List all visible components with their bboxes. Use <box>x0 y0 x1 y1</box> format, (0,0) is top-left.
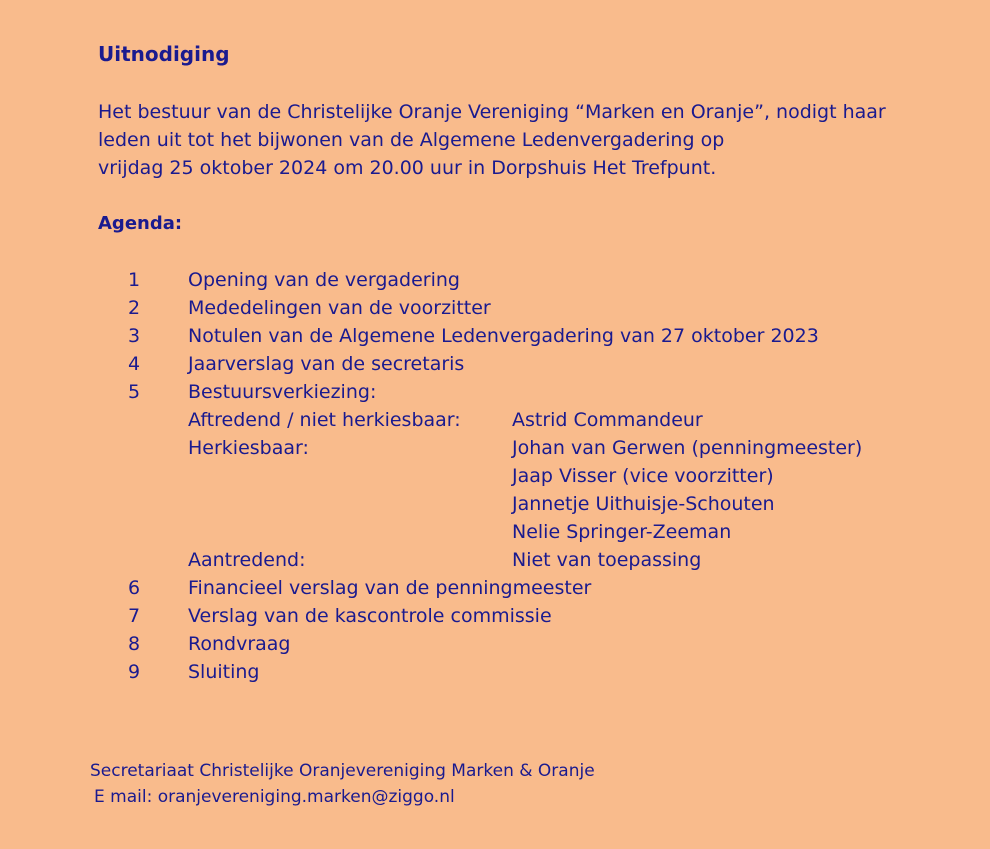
agenda-item-number: 1 <box>128 269 141 291</box>
election-reelectable-row <box>0 490 990 518</box>
election-incoming-label: Aantredend: <box>188 549 306 571</box>
election-reelectable-row <box>0 434 990 462</box>
intro-line: vrijdag 25 oktober 2024 om 20.00 uur in Dorpshuis Het Trefpunt. <box>98 157 717 179</box>
agenda-item-text: Notulen van de Algemene Ledenvergadering van 27 oktober 2023 <box>188 325 819 347</box>
agenda-item-text: Rondvraag <box>188 633 291 655</box>
agenda-list <box>0 266 990 686</box>
election-reelectable-name: Jannetje Uithuisje-Schouten <box>512 493 775 515</box>
election-reelectable-name: Johan van Gerwen (penningmeester) <box>512 437 863 459</box>
agenda-item-number: 5 <box>128 381 141 403</box>
election-retiring-name: Astrid Commandeur <box>512 409 703 431</box>
agenda-item-text: Mededelingen van de voorzitter <box>188 297 491 319</box>
agenda-item <box>0 630 990 658</box>
agenda-item-text: Opening van de vergadering <box>188 269 460 291</box>
agenda-heading: Agenda: <box>98 213 183 234</box>
agenda-item-text: Jaarverslag van de secretaris <box>188 353 465 375</box>
election-reelectable-row <box>0 462 990 490</box>
agenda-item-number: 6 <box>128 577 141 599</box>
intro-line: leden uit tot het bijwonen van de Algemene Ledenvergadering op <box>98 129 725 151</box>
intro-paragraph <box>98 98 886 182</box>
agenda-item <box>0 294 990 322</box>
agenda-item-number: 4 <box>128 353 141 375</box>
election-retiring-label: Aftredend / niet herkiesbaar: <box>188 409 461 431</box>
agenda-item <box>0 658 990 686</box>
election-reelectable-row <box>0 518 990 546</box>
agenda-item <box>0 266 990 294</box>
agenda-item-number: 2 <box>128 297 141 319</box>
agenda-item-number: 7 <box>128 605 141 627</box>
agenda-item <box>0 602 990 630</box>
agenda-item-number: 8 <box>128 633 141 655</box>
agenda-item <box>0 574 990 602</box>
agenda-item <box>0 378 990 406</box>
agenda-item <box>0 322 990 350</box>
agenda-item-number: 9 <box>128 661 141 683</box>
agenda-item-text: Bestuursverkiezing: <box>188 381 377 403</box>
footer-email: E mail: oranjevereniging.marken@ziggo.nl <box>94 787 455 807</box>
agenda-item-number: 3 <box>128 325 141 347</box>
intro-line: Het bestuur van de Christelijke Oranje Vereniging “Marken en Oranje”, nodigt haar <box>98 101 886 123</box>
footer-secretariat: Secretariaat Christelijke Oranjevereniging Marken & Oranje <box>90 761 595 781</box>
footer <box>90 758 595 810</box>
agenda-item <box>0 350 990 378</box>
agenda-item-text: Verslag van de kascontrole commissie <box>188 605 552 627</box>
election-incoming-row <box>0 546 990 574</box>
election-reelectable-label: Herkiesbaar: <box>188 437 309 459</box>
agenda-item-text: Sluiting <box>188 661 260 683</box>
election-retiring-row <box>0 406 990 434</box>
election-reelectable-name: Nelie Springer-Zeeman <box>512 521 732 543</box>
election-reelectable-name: Jaap Visser (vice voorzitter) <box>512 465 774 487</box>
agenda-item-text: Financieel verslag van de penningmeester <box>188 577 592 599</box>
election-incoming-value: Niet van toepassing <box>512 549 702 571</box>
page-title: Uitnodiging <box>98 42 230 66</box>
